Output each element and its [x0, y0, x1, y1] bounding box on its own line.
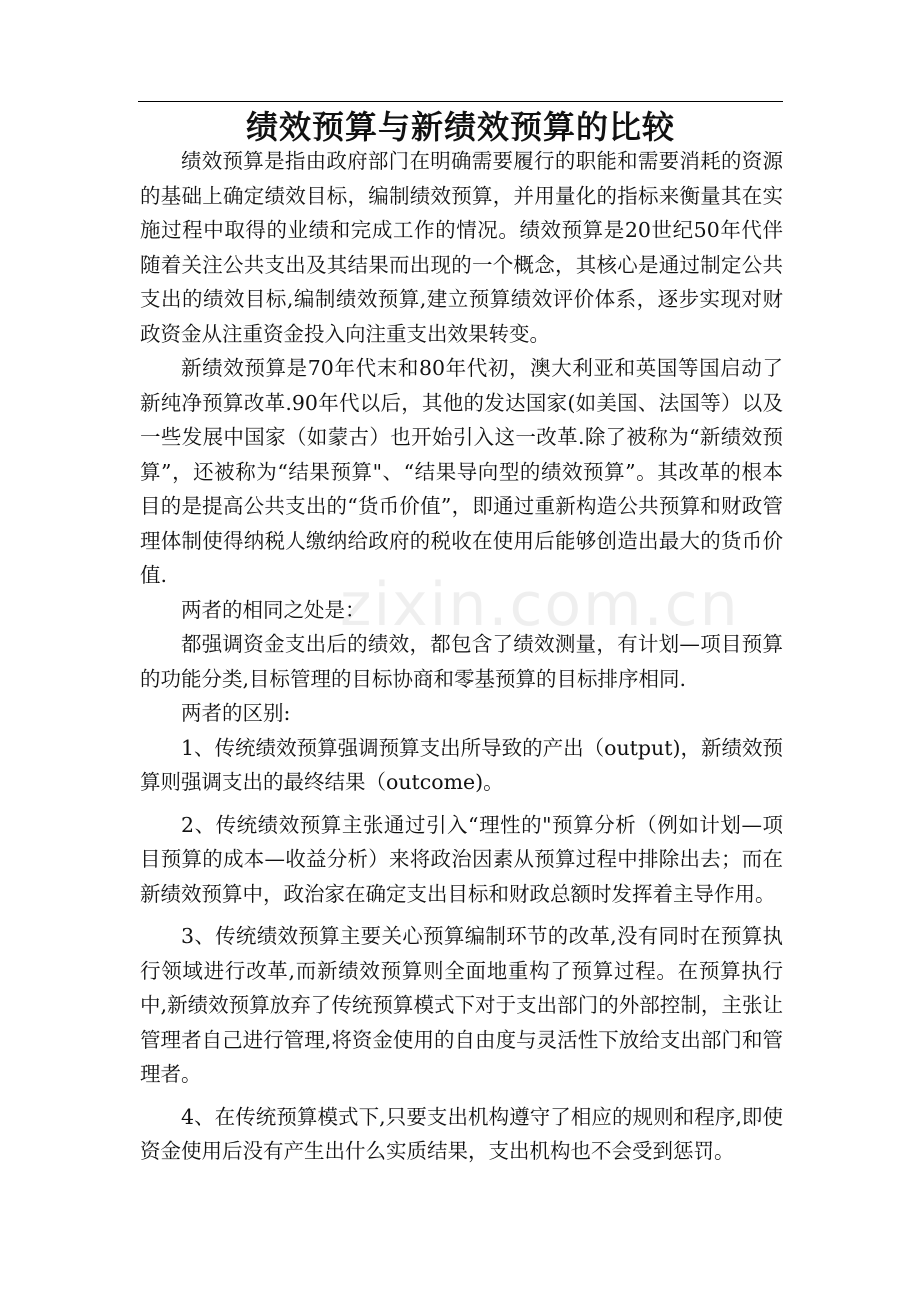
paragraph-differences-heading: 两者的区别:	[181, 701, 291, 725]
paragraph-difference-1: 1、传统绩效预算强调预算支出所导致的产出（output)，新绩效预算则强调支出的最终结果（outcome)。	[140, 735, 783, 794]
watermark: zixin.com.cn	[340, 570, 740, 640]
paragraph-difference-4: 4、在传统预算模式下,只要支出机构遵守了相应的规则和程序,即使资金使用后没有产生出什么实质结果，支出机构也不会受到惩罚。	[140, 1104, 783, 1163]
paragraph-difference-2: 2、传统绩效预算主张通过引入“理性的"预算分析（例如计划—项目预算的成本—收益分析）来将政治因素从预算过程中排除出去；而在新绩效预算中，政治家在确定支出目标和财政总额时发挥着主导作用。	[140, 812, 783, 906]
paragraph-similarities-heading: 两者的相同之处是：	[181, 597, 366, 622]
document-title: 绩效预算与新绩效预算的比较	[245, 108, 675, 146]
header-rule	[138, 101, 783, 102]
paragraph-similarities: 都强调资金支出后的绩效，都包含了绩效测量，有计划—项目预算的功能分类,目标管理的目标协商和零基预算的目标排序相同.	[140, 632, 783, 691]
document-body	[140, 144, 783, 1169]
paragraph-performance-budget-definition: 绩效预算是指由政府部门在明确需要履行的职能和需要消耗的资源的基础上确定绩效目标，编制绩效预算，并用量化的指标来衡量其在实施过程中取得的业绩和完成工作的情况。绩效预算是20世纪50年代伴随着关注公共支出及其结果而出现的一个概念，其核心是通过制定公共支出的绩效目标,编制绩效预算,建立预算绩效评价体系，逐步实现对财政资金从注重资金投入向注重支出效果转变。	[140, 149, 783, 346]
paragraph-difference-3: 3、传统绩效预算主要关心预算编制环节的改革,没有同时在预算执行领域进行改革,而新绩效预算则全面地重构了预算过程。在预算执行中,新绩效预算放弃了传统预算模式下对于支出部门的外部控制，主张让管理者自己进行管理,将资金使用的自由度与灵活性下放给支出部门和管理者。	[140, 924, 783, 1086]
paragraph-new-performance-budget: 新绩效预算是70年代末和80年代初，澳大利亚和英国等国启动了新纯净预算改革.90年代以后，其他的发达国家(如美国、法国等）以及一些发展中国家（如蒙古）也开始引入这一改革.除了被称为“新绩效预算”，还被称为“结果预算"、“结果导向型的绩效预算”。其改革的根本目的是提高公共支出的“货币价值”，即通过重新构造公共预算和财政管理体制使得纳税人缴纳给政府的税收在使用后能够创造出最大的货币价值.	[140, 356, 783, 587]
